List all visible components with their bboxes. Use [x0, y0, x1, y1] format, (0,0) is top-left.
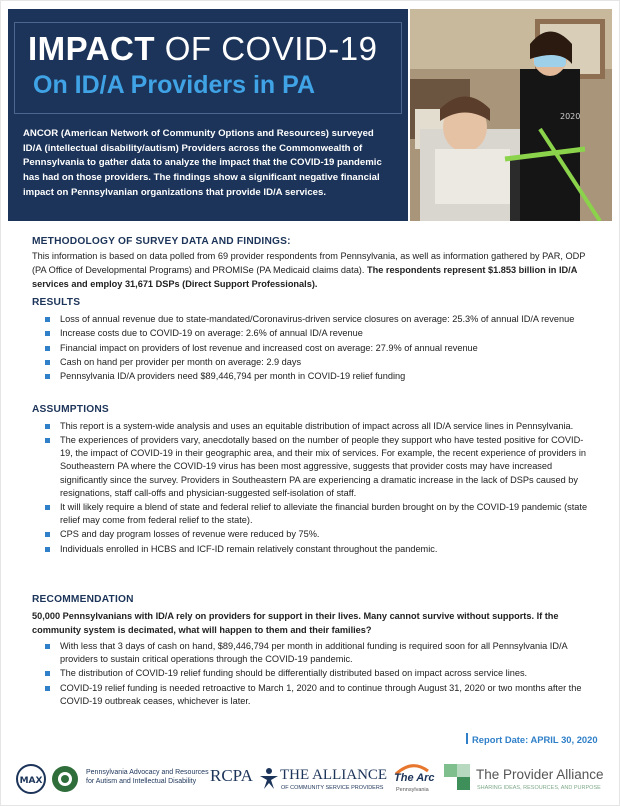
- results-list: [44, 313, 592, 384]
- bullet-icon: [45, 686, 50, 691]
- results-heading: RESULTS: [32, 297, 81, 308]
- alliance-logo-main: THE ALLIANCE: [280, 767, 388, 783]
- list-item-text: Individuals enrolled in HCBS and ICF-ID remain relatively constant throughout the pandemic.: [60, 543, 438, 554]
- provider-alliance-main: The Provider Alliance: [476, 767, 604, 782]
- bullet-icon: [45, 424, 50, 429]
- list-item: [44, 313, 592, 326]
- photo-caregiver-and-client: [410, 9, 612, 221]
- recommendation-heading: RECOMMENDATION: [32, 594, 134, 605]
- arc-logo-sub: Pennsylvania: [396, 787, 429, 793]
- provider-alliance-sub: SHARING IDEAS, RESOURCES, AND PURPOSE: [477, 785, 601, 791]
- list-item: [44, 640, 592, 666]
- list-item-text: The experiences of providers vary, anecdotally based on the number of people they support who have tested positive for COVID-19, the impact of COVID-19 in their geographic area, and their mix of services. For example, the recent experience of providers in Southeastern PA where the COVID-19 virus has been most aggressive, suggests that provider costs may have increased significantly since the survey. Providers in Southeastern PA are experiencing a dramatic increase in the lack of DSPs caused by resignations, staff call-offs and physician-suggested self-isolation of staff.: [60, 435, 586, 498]
- list-item-text: Pennsylvania ID/A providers need $89,446,794 per month in COVID-19 relief funding: [60, 371, 406, 382]
- list-item-text: Increase costs due to COVID-19 on average: 2.6% of annual ID/A revenue: [60, 328, 363, 339]
- list-item: [44, 682, 592, 708]
- par-line-2: for Autism and Intellectual Disability: [86, 778, 197, 785]
- recommendation-lead: 50,000 Pennsylvanians with ID/A rely on providers for support in their lives. Many cannot survive without supports. If the community system is decimated, what will happen to them and their families?: [32, 611, 559, 635]
- bullet-icon: [45, 547, 50, 552]
- methodology-body: This information is based on data polled from 69 provider respondents from Pennsylvania, as well as information gathered by PAR, ODP (PA Office of Developmental Programs) and PROMISe (PA Medicaid claims data).: [32, 251, 586, 275]
- assumptions-heading: ASSUMPTIONS: [32, 404, 109, 415]
- list-item: [44, 370, 592, 383]
- bullet-icon: [45, 346, 50, 351]
- par-logo-text: [86, 768, 209, 786]
- list-item-text: Cash on hand per provider per month on average: 2.9 days: [60, 356, 302, 367]
- rcpa-logo: RCPA: [210, 766, 253, 785]
- provider-alliance-emblem-icon: [442, 762, 472, 792]
- bullet-icon: [45, 671, 50, 676]
- list-item-text: With less that 3 days of cash on hand, $89,446,794 per month in additional funding is required soon for all Pennsylvania ID/A providers to sustain critical operations through the COVID-19 pandemic.: [60, 641, 568, 665]
- bullet-icon: [45, 532, 50, 537]
- list-item: [44, 501, 592, 527]
- list-item: [44, 420, 592, 433]
- alliance-logo-figure-icon: [258, 766, 280, 790]
- intro-text: ANCOR (American Network of Community Options and Resources) surveyed ID/A (intellectual disability/autism) Providers across the Commonwealth of Pennsylvania to gather data to analyze the impact that the COVID-19 pandemic has had on those providers. The findings show a significant negative financial impact on Pennsylvanian organizations that provide ID/A services.: [23, 128, 382, 198]
- assumptions-list: [44, 420, 592, 557]
- methodology-text: [32, 249, 592, 291]
- list-item: [44, 327, 592, 340]
- par-logo-emblem: [50, 764, 80, 794]
- bullet-icon: [45, 317, 50, 322]
- alliance-logo-sub: OF COMMUNITY SERVICE PROVIDERS: [281, 785, 384, 791]
- report-date: [466, 733, 598, 745]
- bullet-icon: [45, 331, 50, 336]
- list-item-text: The distribution of COVID-19 relief funding should be differentially distributed based on impact across service lines.: [60, 668, 528, 679]
- methodology-bold: The respondents represent $1.853 billion in ID/A services and employ 31,671 DSPs (Direct Support Professionals).: [32, 265, 577, 289]
- page-title: [28, 30, 377, 68]
- report-date-text: Report Date: APRIL 30, 2020: [472, 734, 598, 745]
- title-rest: OF COVID-19: [164, 30, 378, 67]
- list-item-text: COVID-19 relief funding is needed retroactive to March 1, 2020 and to continue through August 31, 2020 or two months after the COVID-19 outbreak ceases, whichever is later.: [60, 682, 582, 706]
- title-bold: IMPACT: [28, 30, 156, 67]
- par-line-1: Pennsylvania Advocacy and Resources: [86, 769, 209, 776]
- partner-logos: [0, 756, 620, 806]
- list-item: [44, 528, 592, 541]
- methodology-heading: METHODOLOGY OF SURVEY DATA AND FINDINGS:: [32, 236, 291, 247]
- arc-logo-main: The Arc: [394, 772, 435, 784]
- bullet-icon: [45, 438, 50, 443]
- list-item-text: Financial impact on providers of lost revenue and increased cost on average: 27.9% of annual revenue: [60, 342, 478, 353]
- list-item: [44, 356, 592, 369]
- list-item-text: Loss of annual revenue due to state-mandated/Coronavirus-driven service closures on average: 25.3% of annual ID/A revenue: [60, 314, 575, 324]
- list-item: [44, 543, 592, 556]
- list-item-text: This report is a system-wide analysis and uses an equitable distribution of impact across all ID/A service lines in Pennsylvania.: [60, 421, 574, 431]
- report-date-bar: [466, 733, 468, 744]
- bullet-icon: [45, 360, 50, 365]
- bullet-icon: [45, 644, 50, 649]
- max-logo: [16, 764, 46, 794]
- list-item: [44, 667, 592, 680]
- list-item-text: CPS and day program losses of revenue were reduced by 75%.: [60, 529, 320, 540]
- svg-text:2020: 2020: [560, 112, 581, 121]
- list-item: [44, 342, 592, 355]
- bullet-icon: [45, 374, 50, 379]
- recommendation-list: [44, 640, 592, 709]
- list-item: [44, 434, 592, 499]
- list-item-text: It will likely require a blend of state and federal relief to alleviate the financial burden brought on by the COVID-19 pandemic (state relief may come from federal relief to the state).: [60, 501, 588, 526]
- bullet-icon: [45, 505, 50, 510]
- page-subtitle: On ID/A Providers in PA: [33, 71, 315, 99]
- max-logo-text: MAX: [19, 776, 43, 786]
